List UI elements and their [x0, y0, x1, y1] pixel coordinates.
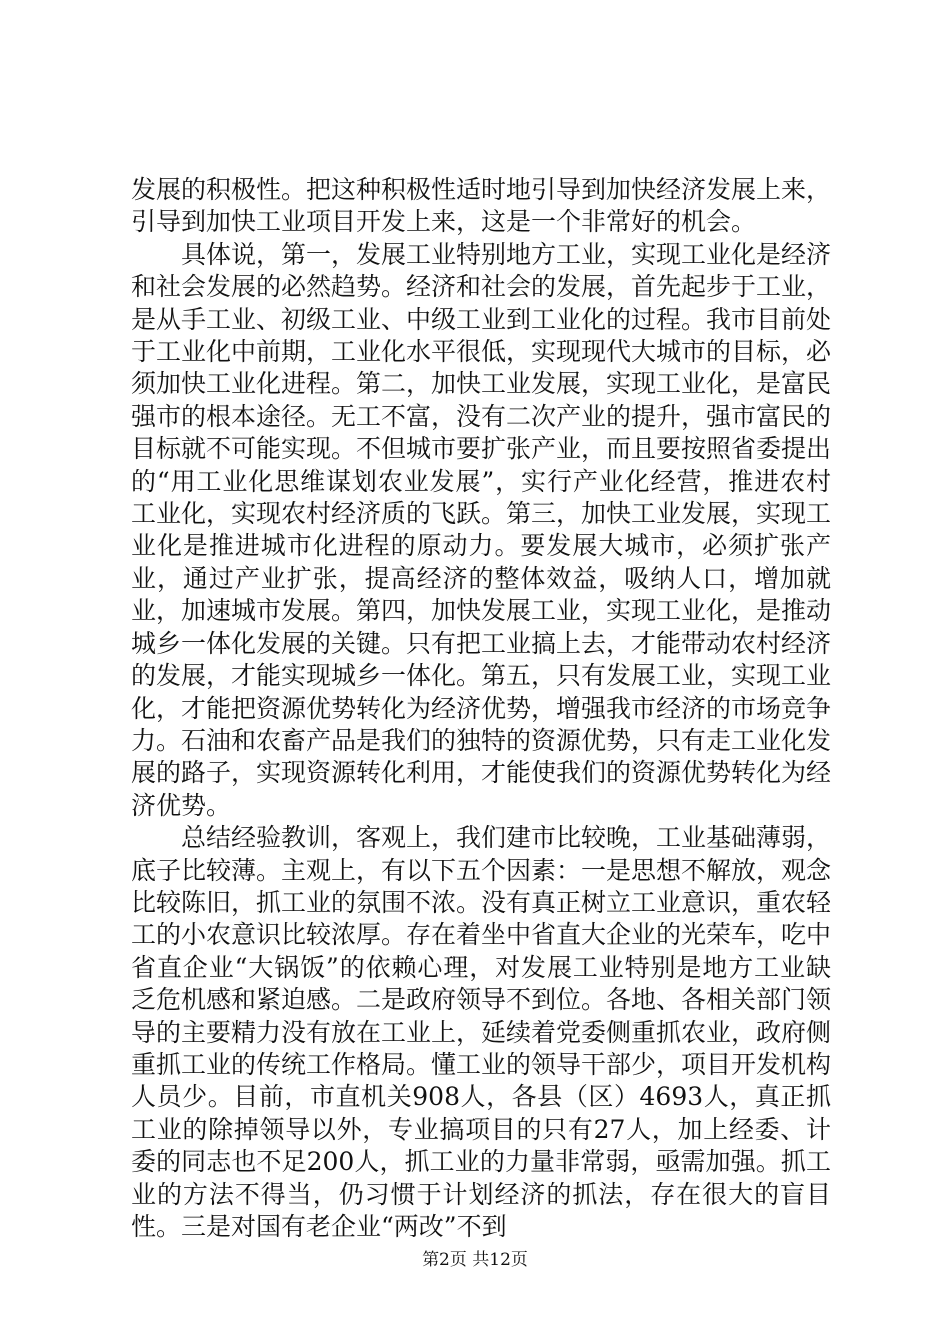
paragraph-continuation: 发展的积极性。把这种积极性适时地引导到加快经济发展上来，引导到加快工业项目开发上来，这是一个非常好的机会。 [131, 175, 832, 237]
page-number-footer: 第2页 共12页 [422, 1250, 528, 1270]
document-body [131, 174, 831, 1243]
paragraph-lessons-learned: 总结经验教训，客观上，我们建市比较晚，工业基础薄弱，底子比较薄。主观上，有以下五个因素：一是思想不解放，观念比较陈旧，抓工业的氛围不浓。没有真正树立工业意识，重农轻工的小农意识比较浓厚。存在着坐中省直大企业的光荣车，吃中省直企业“大锅饭”的依赖心理，对发展工业特别是地方工业缺乏危机感和紧迫感。二是政府领导不到位。各地、各相关部门领导的主要精力没有放在工业上，延续着党委侧重抓农业，政府侧重抓工业的传统工作格局。懂工业的领导干部少，项目开发机构人员少。目前，市直机关908人，各县（区）4693人，真正抓工业的除掉领导以外，专业搞项目的只有27人，加上经委、计委的同志也不足200人，抓工业的力量非常弱，亟需加强。抓工业的方法不得当，仍习惯于计划经济的抓法，存在很大的盲目性。三是对国有老企业“两改”不到 [131, 823, 832, 1241]
paragraph-industrialization-reasons: 具体说，第一，发展工业特别地方工业，实现工业化是经济和社会发展的必然趋势。经济和社会的发展，首先起步于工业，是从手工业、初级工业、中级工业到工业化的过程。我市目前处于工业化中前期，工业化水平很低，实现现代大城市的目标，必须加快工业化进程。第二，加快工业发展，实现工业化，是富民强市的根本途径。无工不富，没有二次产业的提升，强市富民的目标就不可能实现。不但城市要扩张产业，而且要按照省委提出的“用工业化思维谋划农业发展”，实行产业化经营，推进农村工业化，实现农村经济质的飞跃。第三，加快工业发展，实现工业化是推进城市化进程的原动力。要发展大城市，必须扩张产业，通过产业扩张，提高经济的整体效益，吸纳人口，增加就业，加速城市发展。第四，加快发展工业，实现工业化，是推动城乡一体化发展的关键。只有把工业搞上去，才能带动农村经济的发展，才能实现城乡一体化。第五，只有发展工业，实现工业化，才能把资源优势转化为经济优势，增强我市经济的市场竞争力。石油和农畜产品是我们的独特的资源优势，只有走工业化发展的路子，实现资源转化利用，才能使我们的资源优势转化为经济优势。 [131, 239, 832, 820]
